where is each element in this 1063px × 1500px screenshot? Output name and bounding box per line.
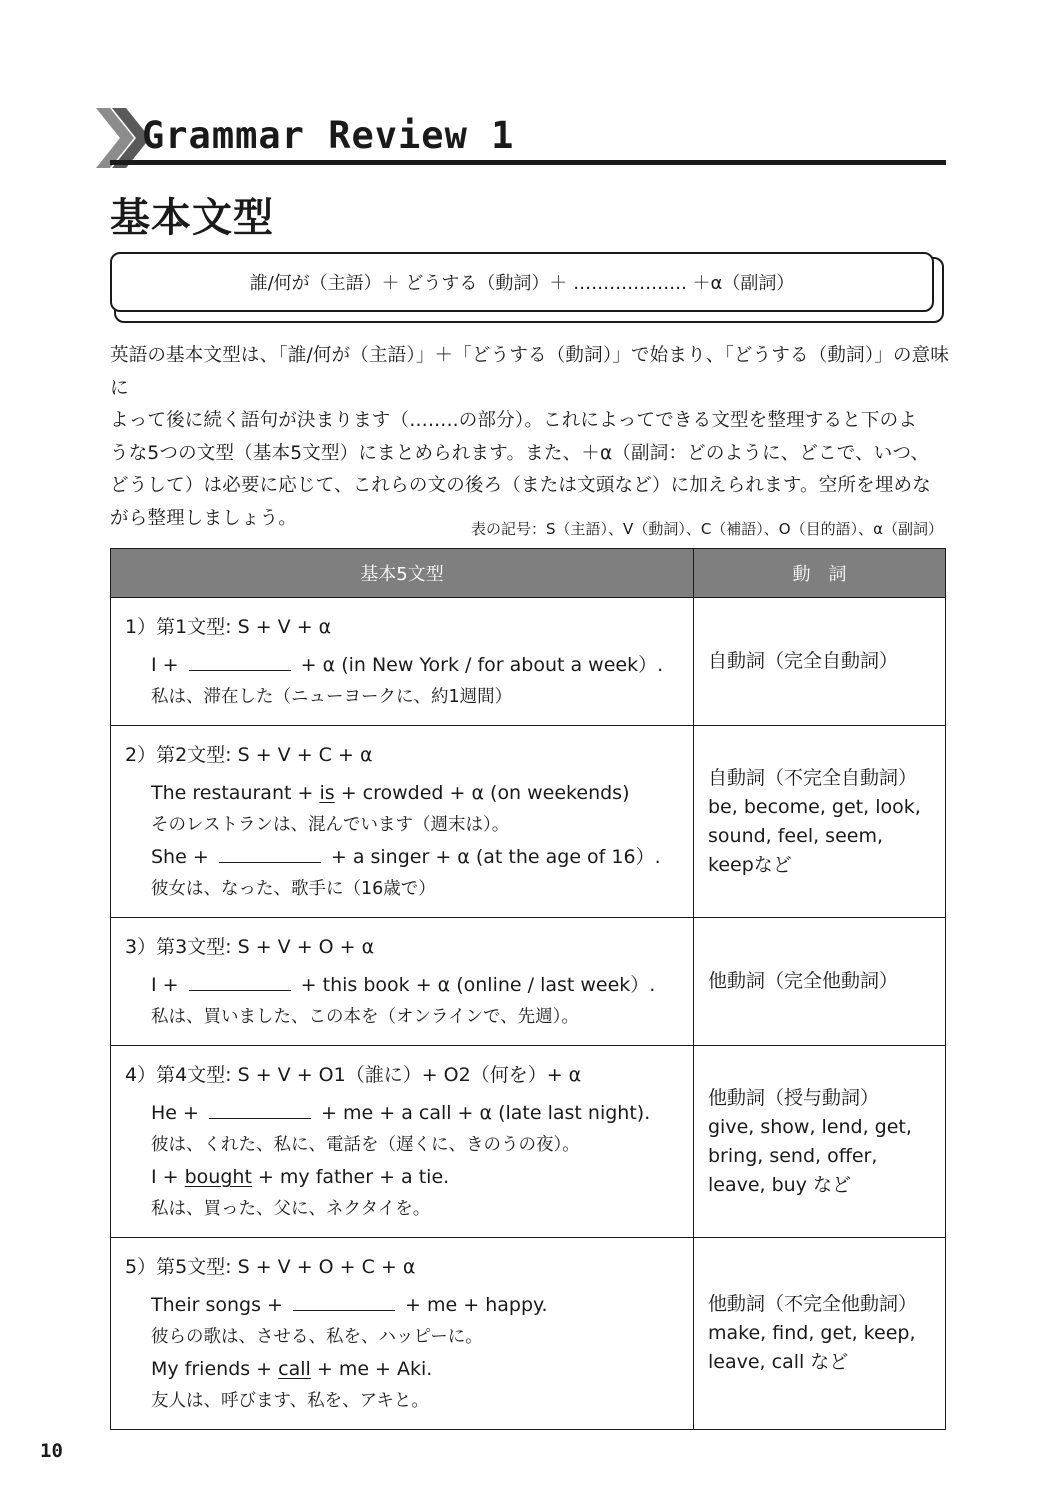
example-translation: 彼は、くれた、私に、電話を（遅くに、きのうの夜）。	[151, 1135, 580, 1155]
fill-in-blank[interactable]	[219, 844, 321, 863]
sentence-pattern-table	[110, 548, 946, 1430]
page-number: 10	[40, 1440, 63, 1462]
pattern-cell	[111, 598, 694, 726]
example-sentence	[151, 779, 683, 807]
verb-cell	[694, 1238, 946, 1430]
underlined-verb: bought	[184, 1166, 252, 1188]
pattern-cell	[111, 726, 694, 918]
page-title: 基本文型	[110, 195, 274, 241]
title-rule	[110, 160, 946, 165]
sentence-rest: + me + happy.	[405, 1294, 548, 1316]
sentence-rest: + me + a call + α (late last night).	[321, 1102, 651, 1124]
fill-in-blank[interactable]	[189, 972, 291, 991]
sentence-rest: + a singer + α (at the age of 16）.	[330, 846, 661, 868]
section-title: Grammar Review 1	[142, 114, 515, 157]
example-translation: 友人は、呼びます、私を、アキと。	[151, 1391, 429, 1411]
verb-line: bring, send, offer,	[708, 1144, 878, 1167]
intro-paragraph	[110, 340, 950, 535]
example-sentence	[151, 971, 683, 999]
sentence-subject: The restaurant +	[151, 782, 314, 804]
fill-in-blank[interactable]	[209, 1100, 311, 1119]
verb-line: keepなど	[708, 853, 792, 876]
verb-line: be, become, get, look,	[708, 795, 921, 818]
table-row	[111, 1046, 946, 1238]
pattern-heading: 1）第1文型: S + V + α	[125, 616, 332, 638]
verb-line: 他動詞（完全他動詞）	[708, 970, 899, 992]
underlined-verb: call	[278, 1358, 311, 1380]
symbol-legend: 表の記号：S（主語）、V（動詞）、C（補語）、O（目的語）、α（副詞）	[471, 520, 943, 538]
example-translation: 私は、滞在した（ニューヨークに、約1週間）	[151, 687, 513, 707]
verb-cell	[694, 598, 946, 726]
example-sentence	[151, 651, 683, 679]
pattern-heading: 5）第5文型: S + V + O + C + α	[125, 1256, 416, 1278]
intro-line: がら整理しましょう。	[110, 507, 298, 529]
example-sentence	[151, 1099, 683, 1127]
sentence-rest: + my father + a tie.	[257, 1166, 450, 1188]
pattern-heading: 4）第4文型: S + V + O1（誰に）+ O2（何を）+ α	[125, 1064, 582, 1086]
table-row	[111, 726, 946, 918]
table-row	[111, 1238, 946, 1430]
fill-in-blank[interactable]	[293, 1292, 395, 1311]
fill-in-blank[interactable]	[189, 652, 291, 671]
example-sentence	[151, 1291, 683, 1319]
verb-cell	[694, 726, 946, 918]
example-translation: 彼らの歌は、させる、私を、ハッピーに。	[151, 1327, 483, 1347]
sentence-rest: + me + Aki.	[316, 1358, 433, 1380]
intro-line: うな5つの文型（基本5文型）にまとめられます。また、＋α（副詞：どのように、どこで、いつ、	[110, 442, 930, 464]
example-sentence	[151, 1163, 683, 1191]
sentence-subject: She +	[151, 846, 209, 868]
sentence-subject: He +	[151, 1102, 199, 1124]
intro-line: よって後に続く語句が決まります（……..の部分）。これによってできる文型を整理すると下のよ	[110, 410, 918, 431]
verb-line: make, find, get, keep,	[708, 1322, 916, 1344]
pattern-cell	[111, 1046, 694, 1238]
intro-line: 英語の基本文型は、「誰/何が（主語）」＋「どうする（動詞）」で始まり、「どうする（動詞）」の意味に	[110, 345, 950, 399]
example-translation: 私は、買いました、この本を（オンラインで、先週）。	[151, 1007, 579, 1027]
sentence-rest: + crowded + α (on weekends)	[340, 782, 630, 804]
header-verb: 動 詞	[694, 549, 946, 598]
verb-line: 自動詞（完全自動詞）	[708, 650, 899, 672]
sentence-subject: I +	[151, 1166, 179, 1188]
verb-cell	[694, 918, 946, 1046]
sentence-rest: + this book + α (online / last week）.	[300, 974, 656, 996]
example-translation: 私は、買った、父に、ネクタイを。	[151, 1199, 431, 1219]
verb-line: 他動詞（授与動詞）	[708, 1086, 880, 1109]
verb-line: 他動詞（不完全他動詞）	[708, 1293, 918, 1315]
verb-cell	[694, 1046, 946, 1238]
sentence-subject: Their songs +	[151, 1294, 283, 1316]
pattern-cell	[111, 918, 694, 1046]
pattern-heading: 3）第3文型: S + V + O + α	[125, 936, 375, 958]
sentence-rest: + α (in New York / for about a week）.	[300, 654, 664, 676]
sentence-subject: I +	[151, 974, 179, 996]
table-row	[111, 918, 946, 1046]
table-header-row	[111, 549, 946, 598]
formula-text: 誰/何が（主語）＋ どうする（動詞）＋ ………………. ＋α（副詞）	[249, 273, 795, 294]
intro-line: どうして）は必要に応じて、これらの文の後ろ（または文頭など）に加えられます。空所を埋めな	[110, 475, 931, 496]
sentence-subject: I +	[151, 654, 179, 676]
example-sentence	[151, 1355, 683, 1383]
underlined-verb: is	[319, 782, 335, 804]
formula-box	[110, 252, 934, 312]
table-row	[111, 598, 946, 726]
verb-line: 自動詞（不完全自動詞）	[708, 766, 918, 789]
verb-line: sound, feel, seem,	[708, 824, 883, 847]
pattern-heading: 2）第2文型: S + V + C + α	[125, 744, 373, 766]
verb-line: leave, call など	[708, 1351, 849, 1373]
example-sentence	[151, 843, 683, 871]
example-translation: そのレストランは、混んでいます（週末は）。	[151, 815, 510, 835]
sentence-subject: My friends +	[151, 1358, 273, 1380]
header-pattern: 基本5文型	[111, 549, 694, 598]
example-translation: 彼女は、なった、歌手に（16歳で）	[151, 879, 436, 899]
verb-line: leave, buy など	[708, 1173, 852, 1196]
verb-line: give, show, lend, get,	[708, 1115, 912, 1138]
pattern-cell	[111, 1238, 694, 1430]
